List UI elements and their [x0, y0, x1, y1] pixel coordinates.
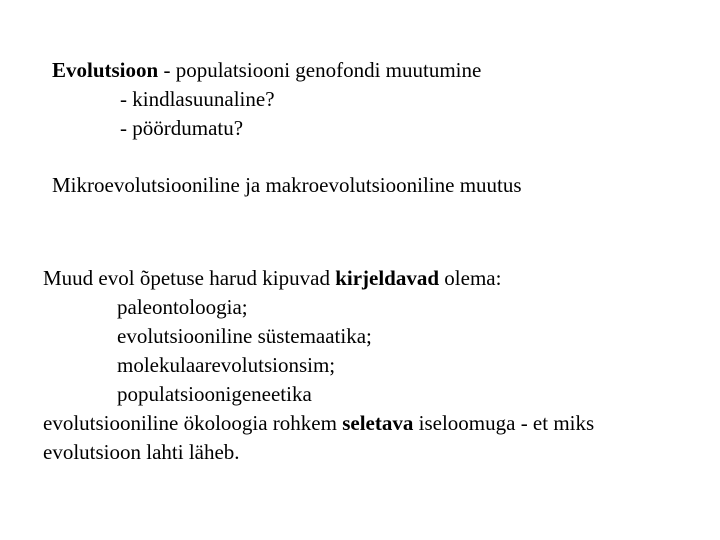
micro-macro-line: Mikroevolutsiooniline ja makroevolutsiooniline muutus: [52, 173, 522, 197]
branches-intro-text: Muud evol õpetuse harud kipuvad: [43, 266, 336, 290]
ecology-line: [43, 409, 594, 438]
branch-item: populatsioonigeneetika: [117, 382, 312, 406]
branch-item: molekulaarevolutsionsim;: [117, 353, 336, 377]
definition-line: [52, 56, 481, 85]
question-irreversible: - pöördumatu?: [120, 116, 244, 140]
branch-item: paleontoloogia;: [117, 295, 248, 319]
ecology-line-continued: evolutsioon lahti läheb.: [43, 440, 240, 464]
branch-item: evolutsiooniline süstemaatika;: [117, 324, 372, 348]
branches-intro-end: olema:: [439, 266, 502, 290]
ecology-explanatory: seletava: [342, 411, 414, 435]
ecology-text: evolutsiooniline ökoloogia rohkem: [43, 411, 343, 435]
branches-intro-descriptive: kirjeldavad: [335, 266, 440, 290]
ecology-text-end: iseloomuga - et miks: [413, 411, 595, 435]
definition-text: - populatsiooni genofondi muutumine: [158, 58, 482, 82]
definition-term: Evolutsioon: [52, 58, 159, 82]
branches-intro: [43, 264, 501, 293]
question-directional: - kindlasuunaline?: [120, 87, 275, 111]
